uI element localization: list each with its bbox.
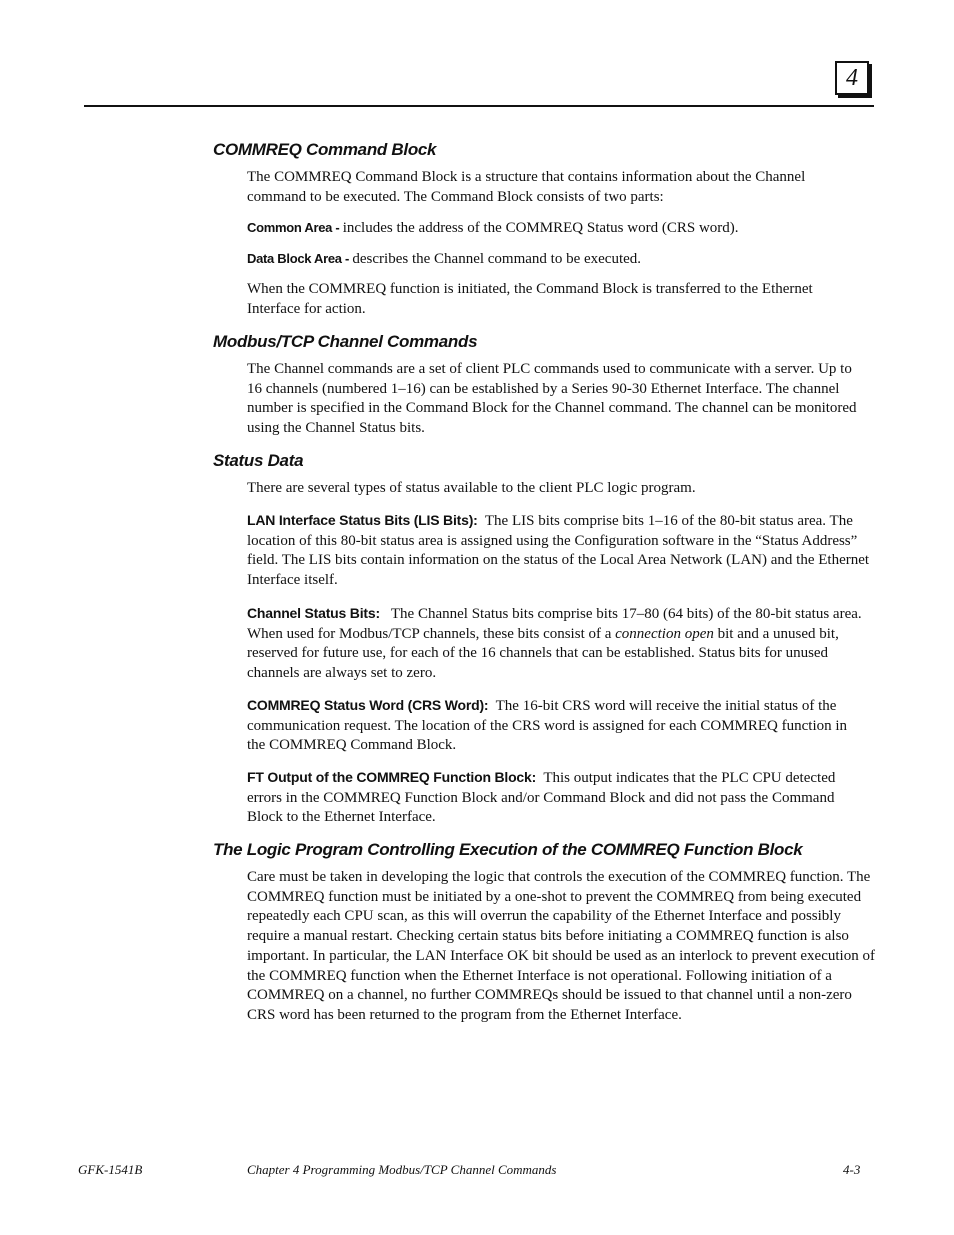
ft-output-paragraph — [247, 768, 867, 828]
crs-word-paragraph — [247, 696, 867, 756]
chapter-number-box — [835, 61, 869, 95]
footer-doc-id: GFK-1541B — [78, 1162, 143, 1177]
section-heading-modbus-channel-commands: Modbus/TCP Channel Commands — [213, 332, 478, 351]
ft-output-label: FT Output of the COMMREQ Function Block: — [247, 769, 537, 785]
ft-output-text: This output indicates that the PLC CPU detected errors in the COMMREQ Function Block and/or Command Block and did not pass the Command Block to the Ethernet Interface. — [247, 770, 836, 826]
channel-commands-paragraph: The Channel commands are a set of client PLC commands used to communicate with a server. Up to 16 channels (numbered 1–16) can be established by a Series 90-30 Ethernet Interface. The channel number is specified in the Command Block for the Channel command. The channel can be monitored using the Channel Status bits. — [247, 361, 857, 437]
data-block-label: Data Block Area - — [247, 251, 353, 266]
lis-bits-label: LAN Interface Status Bits (LIS Bits): — [247, 512, 478, 528]
logic-program-paragraph: Care must be taken in developing the logic that controls the execution of the COMMREQ function. The COMMREQ function must be initiated by a one-shot to prevent the COMMREQ from being executed repeatedly each CPU scan, as this will overrun the capability of the Ethernet Interface and possibly require a manual restart. Checking certain status bits before initiating a COMMREQ function is also important. In particular, the LAN Interface OK bit should be used as an interlock to prevent execution of the COMMREQ function when the Ethernet Interface is not operational. Following initiation of a COMMREQ on a channel, no further COMMREQs should be issued to that channel until a non-zero CRS word has been returned to the program from the Ethernet Interface. — [247, 869, 875, 1023]
channel-status-bits-label: Channel Status Bits: — [247, 605, 380, 621]
data-block-paragraph — [247, 249, 879, 270]
chapter-number: 4 — [846, 64, 858, 91]
common-area-text: includes the address of the COMMREQ Status word (CRS word). — [342, 220, 739, 236]
footer-chapter-title: Chapter 4 Programming Modbus/TCP Channel Commands — [247, 1162, 557, 1177]
section-heading-status-data: Status Data — [213, 451, 304, 470]
header-rule — [84, 105, 874, 107]
footer-page-number: 4-3 — [843, 1162, 861, 1177]
section-heading-logic-program: The Logic Program Controlling Execution of the COMMREQ Function Block — [213, 840, 803, 859]
commreq-closing-paragraph: When the COMMREQ function is initiated, the Command Block is transferred to the Ethernet Interface for action. — [247, 281, 813, 317]
status-data-intro: There are several types of status available to the client PLC logic program. — [247, 480, 696, 496]
crs-word-label: COMMREQ Status Word (CRS Word): — [247, 697, 489, 713]
lis-bits-text: The LIS bits comprise bits 1–16 of the 80-bit status area. The location of this 80-bit status area is assigned using the Configuration software in the “Status Address” field. The LIS bits contain information on the status of the Local Area Network (LAN) and the Ethernet Interface itself. — [247, 513, 870, 589]
channel-status-bits-text-1: The Channel Status bits comprise bits 17–80 (64 bits) of the 80-bit status area. When used for Modbus/TCP channels, these bits consist of a — [247, 606, 862, 642]
common-area-paragraph — [247, 218, 879, 239]
common-area-label: Common Area - — [247, 220, 343, 235]
channel-status-bits-paragraph — [247, 604, 879, 684]
crs-word-text: The 16-bit CRS word will receive the initial status of the communication request. The location of the CRS word is assigned for each COMMREQ function in the COMMREQ Command Block. — [247, 698, 848, 754]
commreq-intro-paragraph: The COMMREQ Command Block is a structure that contains information about the Channel command to be executed. The Command Block consists of two parts: — [247, 169, 806, 205]
connection-open-term: connection open — [615, 625, 714, 642]
section-heading-commreq-command-block: COMMREQ Command Block — [213, 140, 437, 159]
lis-bits-paragraph — [247, 511, 879, 591]
data-block-text: describes the Channel command to be executed. — [352, 251, 642, 267]
channel-status-bits-text-2: bit and a unused bit, reserved for future use, for each of the 16 channels that can be established. Status bits for unused channels are always set to zero. — [247, 625, 839, 682]
